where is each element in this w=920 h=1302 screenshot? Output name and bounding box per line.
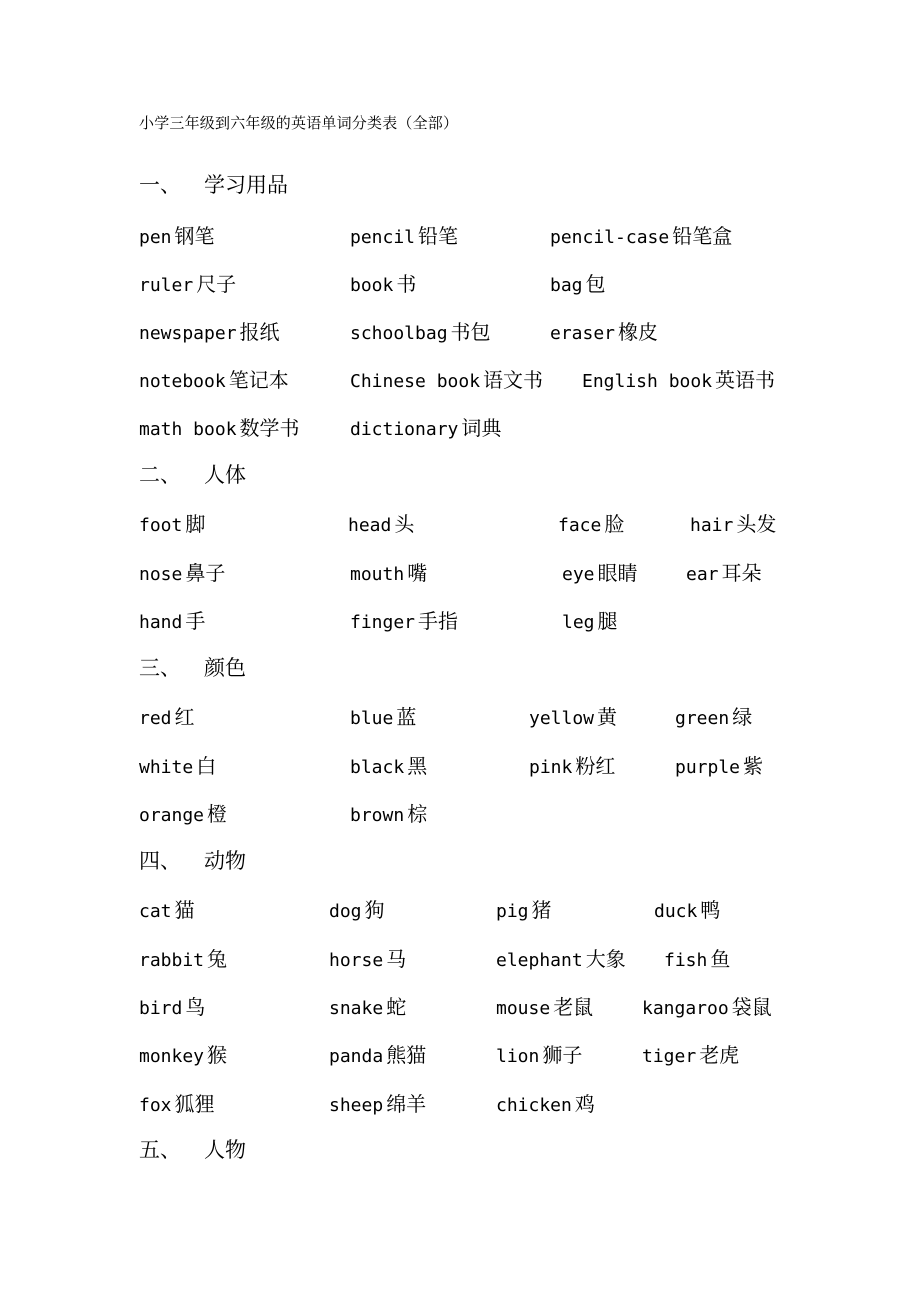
document-title: 小学三年级到六年级的英语单词分类表（全部） xyxy=(139,114,459,132)
section-name: 颜色 xyxy=(204,656,246,680)
word-entry: bag 包 xyxy=(550,272,606,296)
section-number: 五、 xyxy=(139,1138,181,1162)
word-entry: fox 狐狸 xyxy=(139,1092,215,1116)
section-heading-stationery xyxy=(139,175,288,196)
section-heading-animals xyxy=(139,851,246,872)
word-entry: orange 橙 xyxy=(139,802,228,826)
word-entry: elephant 大象 xyxy=(496,947,626,971)
word-entry: fish 鱼 xyxy=(664,947,731,971)
word-entry: foot 脚 xyxy=(139,512,206,536)
word-entry: Chinese book 语文书 xyxy=(350,368,544,392)
word-entry: snake 蛇 xyxy=(329,995,407,1019)
word-entry: pink 粉红 xyxy=(529,754,616,778)
word-entry: duck 鸭 xyxy=(654,898,721,922)
section-name: 学习用品 xyxy=(204,173,288,197)
word-entry: English book 英语书 xyxy=(582,368,776,392)
word-entry: mouth 嘴 xyxy=(350,561,428,585)
word-entry: chicken 鸡 xyxy=(496,1092,595,1116)
word-entry: bird 鸟 xyxy=(139,995,206,1019)
word-entry: red 红 xyxy=(139,705,195,729)
word-entry: book 书 xyxy=(350,272,417,296)
section-name: 动物 xyxy=(204,849,246,873)
word-entry: cat 猫 xyxy=(139,898,195,922)
word-entry: schoolbag 书包 xyxy=(350,320,491,344)
word-entry: dog 狗 xyxy=(329,898,385,922)
word-entry: face 脸 xyxy=(558,512,625,536)
section-name: 人物 xyxy=(204,1138,246,1162)
word-entry: kangaroo 袋鼠 xyxy=(642,995,772,1019)
section-number: 一、 xyxy=(139,173,181,197)
word-entry: blue 蓝 xyxy=(350,705,417,729)
word-entry: eye 眼睛 xyxy=(562,561,638,585)
word-entry: tiger 老虎 xyxy=(642,1043,740,1067)
word-entry: dictionary 词典 xyxy=(350,416,502,440)
section-name: 人体 xyxy=(204,463,246,487)
word-entry: green 绿 xyxy=(675,705,753,729)
word-entry: brown 棕 xyxy=(350,802,428,826)
word-entry: notebook 笔记本 xyxy=(139,368,289,392)
word-entry: leg 腿 xyxy=(562,609,618,633)
word-entry: hair 头发 xyxy=(690,512,777,536)
word-entry: math book 数学书 xyxy=(139,416,300,440)
section-heading-colors xyxy=(139,658,246,679)
word-entry: purple 紫 xyxy=(675,754,764,778)
section-number: 三、 xyxy=(139,656,181,680)
word-entry: yellow 黄 xyxy=(529,705,618,729)
word-entry: ruler 尺子 xyxy=(139,272,237,296)
word-entry: eraser 橡皮 xyxy=(550,320,659,344)
word-entry: pen 钢笔 xyxy=(139,224,215,248)
word-entry: head 头 xyxy=(348,512,415,536)
word-entry: nose 鼻子 xyxy=(139,561,226,585)
section-number: 四、 xyxy=(139,849,181,873)
word-entry: white 白 xyxy=(139,754,217,778)
word-entry: rabbit 兔 xyxy=(139,947,228,971)
word-entry: mouse 老鼠 xyxy=(496,995,594,1019)
word-entry: monkey 猴 xyxy=(139,1043,228,1067)
section-heading-body xyxy=(139,465,246,486)
word-entry: ear 耳朵 xyxy=(686,561,762,585)
word-entry: newspaper 报纸 xyxy=(139,320,280,344)
word-entry: lion 狮子 xyxy=(496,1043,583,1067)
word-entry: hand 手 xyxy=(139,609,206,633)
section-heading-people xyxy=(139,1140,246,1161)
word-entry: black 黑 xyxy=(350,754,428,778)
word-entry: finger 手指 xyxy=(350,609,459,633)
word-entry: panda 熊猫 xyxy=(329,1043,427,1067)
word-entry: pencil-case 铅笔盒 xyxy=(550,224,733,248)
section-number: 二、 xyxy=(139,463,181,487)
word-entry: pig 猪 xyxy=(496,898,552,922)
word-entry: sheep 绵羊 xyxy=(329,1092,427,1116)
word-entry: horse 马 xyxy=(329,947,407,971)
word-entry: pencil 铅笔 xyxy=(350,224,459,248)
